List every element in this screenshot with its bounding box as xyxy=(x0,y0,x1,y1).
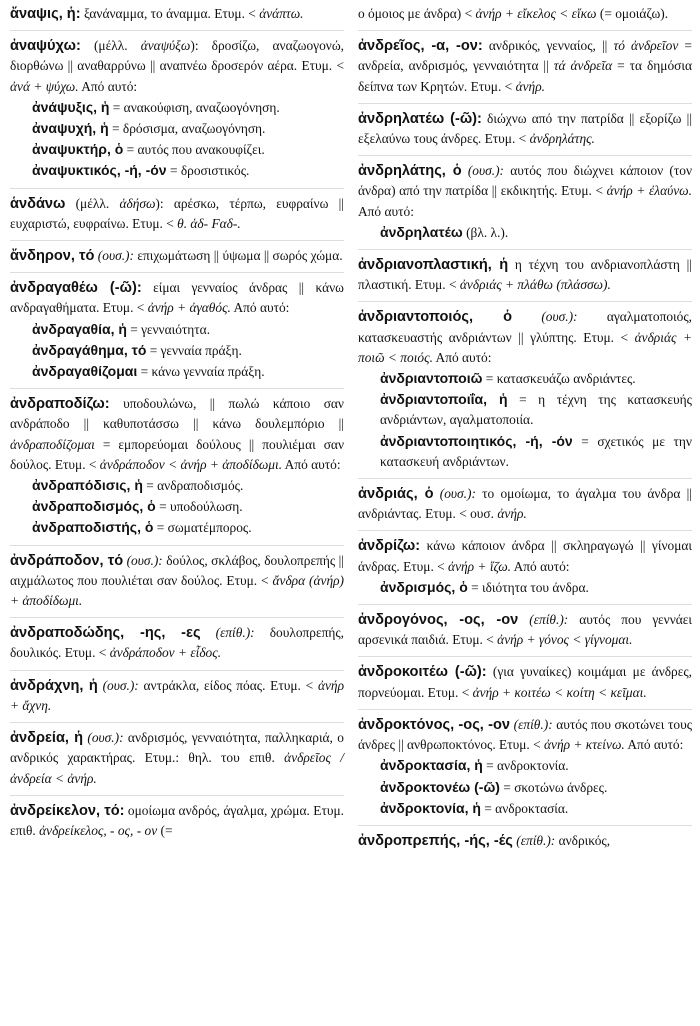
sub-headword: ἀνδραποδισμός, ὁ xyxy=(32,498,156,515)
italic-text: ἀνδρεῖος / ἀνδρεία < ἀνήρ. xyxy=(10,750,344,786)
dictionary-entry-anapsis xyxy=(10,4,344,31)
dictionary-entry-andriantopoios xyxy=(358,307,692,479)
italic-text: ἀνδράποδον < ἀνήρ + ἀποδίδωμι. xyxy=(99,456,283,472)
entry-definition xyxy=(10,676,344,716)
italic-text: ἄνδρα (ἀνήρ) + ἀποδίδωμι. xyxy=(10,572,344,609)
dictionary-entry-anapsycho xyxy=(10,36,344,188)
headword: ἀνδρογόνος, -ος, -ον xyxy=(358,612,519,629)
sub-definition-text: = κατασκευάζω ανδριάντες. xyxy=(482,371,636,387)
sub-definition-text: = σωματέμπορος. xyxy=(153,520,252,536)
sub-definition-text: (βλ. λ.). xyxy=(462,224,509,240)
dictionary-entry-andrapodizo xyxy=(10,394,344,545)
sub-headword: ἀνάψυξις, ἡ xyxy=(32,98,110,115)
definition-text: αντράκλα, είδος πόας. Ετυμ. < xyxy=(138,677,318,693)
sub-definition-text: = ανακούφιση, αναζωογόνηση. xyxy=(109,99,280,115)
definition-text: επιχωμάτωση || ύψωμα || σωρός χώμα. xyxy=(133,248,343,264)
headword: ἀνδριαντοποιός, ὁ xyxy=(358,309,512,326)
definition-text: = εμπορεύομαι δούλους || πουλιέμαι σαν δούλος. Ετυμ. < xyxy=(10,436,344,472)
italic-text: ἀνήρ + ἐλαύνω. xyxy=(606,183,692,199)
italic-text: ἀναψύξω xyxy=(140,38,191,54)
sub-headword: ἀνδριαντοποιῶ xyxy=(380,370,483,387)
definition-text: δουλοπρεπής, δουλικός. Ετυμ. < xyxy=(10,625,344,661)
italic-text: (ουσ.): xyxy=(433,486,476,502)
sub-definition-text: = ανδροκτασία. xyxy=(480,800,569,816)
entry-definition xyxy=(10,551,344,612)
headword: ἀνδραποδώδης, -ης, -ες xyxy=(10,625,201,642)
definition-text: είμαι γενναίος άνδρας || κάνω ανδραγαθήματα. Ετυμ. < xyxy=(10,280,344,316)
dictionary-entry-andiron xyxy=(10,246,344,273)
entry-definition xyxy=(10,194,344,234)
italic-text: ἀνδρηλάτης. xyxy=(529,131,595,147)
sub-headword: ἀνδραγαθία, ἡ xyxy=(32,320,127,337)
sub-definition-text: = ιδιότητα του άνδρα. xyxy=(467,579,589,595)
italic-text: (ουσ.): xyxy=(82,730,124,746)
sub-headword: ἀνδραποδιστής, ὁ xyxy=(32,519,154,536)
sub-entry xyxy=(358,368,692,389)
definition-text: Από αυτό: xyxy=(282,456,341,472)
italic-text: (ουσ.): xyxy=(512,309,578,325)
italic-text: (ουσ.): xyxy=(97,677,139,693)
sub-headword: ἀνδριαντοποιΐα, ἡ xyxy=(380,391,508,408)
dictionary-entry-andelateo xyxy=(358,109,692,156)
entry-definition xyxy=(358,4,692,24)
dictionary-entry-androktonos xyxy=(358,715,692,826)
sub-definition-text: = σκοτώνω άνδρες. xyxy=(499,779,608,795)
definition-text: η τέχνη του ανδριανοπλάστη || πλαστική. Ετυμ. < xyxy=(358,257,692,293)
entry-definition xyxy=(10,246,344,266)
dictionary-entry-andreikelon xyxy=(10,801,344,847)
italic-text: ἀνδριάς + πλάθω (πλάσσω). xyxy=(459,277,611,293)
headword: ἀνδρεία, ἡ xyxy=(10,730,83,747)
italic-text: ἀνήρ + ἄχνη. xyxy=(10,677,344,713)
definition-text: Από αυτό: xyxy=(230,300,290,316)
italic-text: ἁδήσω xyxy=(119,195,156,211)
italic-text: τό ἀνδρεῖον xyxy=(613,38,679,54)
sub-entry xyxy=(358,755,692,776)
sub-headword: ἀνδροκτονία, ἡ xyxy=(380,799,481,816)
definition-text: Από αυτό: xyxy=(511,558,570,574)
sub-definition-text: = ανδραποδισμός. xyxy=(142,478,244,494)
definition-text: αγαλματοποιός, κατασκευαστής ανδριάντων || γλύπτης. Ετυμ. < xyxy=(358,309,692,345)
headword: ἁνδάνω xyxy=(10,195,66,212)
italic-text: (ουσ.): xyxy=(94,248,134,264)
entry-definition xyxy=(358,536,692,576)
sub-headword: ἀνδροκτασία, ἡ xyxy=(380,757,483,774)
entry-definition xyxy=(358,109,692,149)
definition-text: ομοίωμα ανδρός, άγαλμα, χρώμα. Ετυμ. επιθ. xyxy=(10,802,344,838)
definition-text: αυτός που διώχνει κάποιον (τον άνδρα) από την πατρίδα || εκδικητής. Ετυμ. < xyxy=(358,163,693,199)
headword: ἀνδρηλατέω (-ῶ): xyxy=(358,110,482,127)
sub-headword: ἀνδριαντοποιητικός, -ή, -όν xyxy=(380,432,573,449)
italic-text: (επίθ.): xyxy=(518,612,569,628)
headword: ἀνδρηλάτης, ὁ xyxy=(358,163,462,180)
italic-text: θ. ἁδ- Fαδ-. xyxy=(177,215,241,231)
dictionary-entry-andrapododes xyxy=(10,623,344,670)
dictionary-entry-androprepes xyxy=(358,831,692,857)
entry-definition xyxy=(10,4,344,24)
headword: ἀνδροκτόνος, -ος, -ον xyxy=(358,716,511,733)
dictionary-entry-andano xyxy=(10,194,344,241)
sub-entry xyxy=(10,160,344,181)
sub-definition-text: = ανδροκτονία. xyxy=(482,758,569,774)
italic-text: ἀνάπτω. xyxy=(259,6,304,21)
definition-text: = τα δημόσια δείπνα των Κρητών. Ετυμ. < xyxy=(358,58,693,94)
sub-entry xyxy=(10,319,344,340)
italic-text: ἀνήρ + κτείνω. xyxy=(544,737,625,753)
definition-text: δούλος, σκλάβος, δουλοπρεπής || αιχμάλωτος που πουλιέται σαν δούλος. Ετυμ. < xyxy=(10,552,344,588)
entry-definition xyxy=(358,610,692,650)
sub-headword: ἀνδρηλατέω xyxy=(380,223,463,240)
definition-text: Από αυτό: xyxy=(78,78,138,94)
definition-text: Από αυτό: xyxy=(358,203,414,219)
sub-definition-text: = σχετικός με την κατασκευή ανδριάντων. xyxy=(380,433,692,469)
definition-text: ): αρέσκω, τέρπω, ευφραίνω || ευχαριστώ, ευφραίνω. Ετυμ. < xyxy=(10,195,344,231)
sub-headword: ἀνδραπόδισις, ἡ xyxy=(32,477,143,494)
headword: ἀνδριανοπλαστική, ἡ xyxy=(358,257,509,274)
entry-definition xyxy=(10,278,344,318)
headword: ἄναψις, ἡ: xyxy=(10,6,81,22)
definition-text: υποδουλώνω, || πωλώ κάποιο σαν ανδράποδο || καθυποτάσσω || κάνω δουλεμπόριο || xyxy=(10,396,344,432)
entry-definition xyxy=(358,662,692,702)
sub-entry xyxy=(358,577,692,598)
right-column xyxy=(358,4,692,1026)
entry-definition xyxy=(10,36,344,97)
sub-headword: ἀνδραγαθίζομαι xyxy=(32,363,138,380)
entry-definition xyxy=(10,394,344,475)
sub-definition-text: = η τέχνη της κατασκευής ανδριάντων, αγαλματοποιία. xyxy=(380,392,692,428)
italic-text: τά ἀνδρεῖα xyxy=(553,58,613,74)
sub-entry xyxy=(358,222,692,243)
sub-entry xyxy=(10,496,344,517)
definition-text: = ανδρεία, ανδρισμός, γενναιότητα || xyxy=(358,38,692,74)
sub-entry xyxy=(358,389,692,430)
sub-entry xyxy=(10,97,344,118)
headword: ἀναψύχω: xyxy=(10,38,81,55)
sub-definition-text: = γενναία πράξη. xyxy=(146,342,242,358)
headword: ἄνδηρον, τό xyxy=(10,248,95,265)
sub-definition-text: = αυτός που ανακουφίζει. xyxy=(123,142,265,158)
definition-text: (= xyxy=(157,822,173,838)
entry-definition xyxy=(358,715,692,755)
headword: ἀνδρεῖος, -α, -ον: xyxy=(358,38,483,55)
definition-text: κάνω κάποιον άνδρα || σκληραγωγώ || γίνομαι άνδρας. Ετυμ. < xyxy=(358,538,692,574)
sub-entry xyxy=(10,118,344,139)
sub-entry xyxy=(358,798,692,819)
italic-text: ἀνήρ + γόνος < γίγνομαι. xyxy=(497,632,633,648)
sub-entry xyxy=(358,431,692,472)
italic-text: ἀνδριάς + ποιῶ < ποιός. xyxy=(358,329,692,365)
italic-text: ἀνήρ + κοιτέω < κοίτη < κεῖμαι. xyxy=(472,684,647,700)
headword: ἀνδροπρεπής, -ής, -ές xyxy=(358,832,513,849)
definition-text: ): δροσίζω, αναζωογονώ, διορθώνω || αναθαρρύνω || αναπνέω δροσερόν αέρα. Ετυμ. < xyxy=(10,38,345,74)
dictionary-entry-androkoiteo xyxy=(358,662,692,709)
definition-text: (μέλλ. xyxy=(80,38,141,54)
definition-text: αυτός που γεννάει αρσενικά παιδιά. Ετυμ. < xyxy=(358,612,692,648)
dictionary-entry-androgonos xyxy=(358,610,692,657)
dictionary-entry-andrachne xyxy=(10,676,344,723)
sub-headword: ἀναψυκτικός, -ή, -όν xyxy=(32,162,167,179)
italic-text: ἀνά + ψύχω. xyxy=(10,78,79,94)
sub-entry xyxy=(10,517,344,538)
dictionary-entry-andrias xyxy=(358,484,692,531)
definition-text: ανδρικός, xyxy=(555,832,611,848)
italic-text: (επίθ.): xyxy=(200,625,255,641)
italic-text: (επίθ.): xyxy=(512,832,556,848)
sub-entry xyxy=(10,340,344,361)
italic-text: ἀνήρ. xyxy=(497,506,527,522)
definition-text: (μέλλ. xyxy=(65,195,120,211)
definition-text: ο όμοιος με άνδρα) < xyxy=(358,6,476,21)
entry-definition xyxy=(358,831,692,851)
italic-text: ἀνδραποδίζομαι xyxy=(10,436,95,452)
italic-text: ἀνήρ. xyxy=(515,78,545,94)
headword: ἀνδριάς, ὁ xyxy=(358,486,434,503)
sub-definition-text: = δρόσισμα, αναζωογόνηση. xyxy=(108,121,266,137)
entry-definition xyxy=(358,255,692,295)
definition-text: (για γυναίκες) κοιμάμαι με άνδρες, πορνεύομαι. Ετυμ. < xyxy=(358,664,693,700)
sub-entry xyxy=(358,777,692,798)
definition-text: ανδρικός, γενναίος, || xyxy=(482,38,614,54)
headword: ἀνδράχνη, ἡ xyxy=(10,677,98,694)
sub-entry xyxy=(10,475,344,496)
dictionary-entry-andrapodon xyxy=(10,551,344,619)
dictionary-entry-andrizo xyxy=(358,536,692,605)
left-column xyxy=(10,4,344,1026)
definition-text: Από αυτό: xyxy=(432,349,492,365)
entry-definition xyxy=(358,307,692,368)
definition-text: (= ομοιάζω). xyxy=(596,6,669,21)
sub-definition-text: = δροσιστικός. xyxy=(166,163,250,179)
definition-text: ξανάναμμα, το άναμμα. Ετυμ. < xyxy=(80,6,260,21)
entry-definition xyxy=(10,728,344,789)
sub-definition-text: = κάνω γενναία πράξη. xyxy=(137,364,265,380)
definition-text: ανδρισμός, γενναιότητα, παλληκαριά, ο ανδρικός χαρακτήρας. Ετυμ.: θηλ. του επιθ. xyxy=(10,730,344,766)
dictionary-entry-andreikelon-cont xyxy=(358,4,692,31)
italic-text: (ουσ.): xyxy=(123,552,163,568)
italic-text: ἀνδράποδον + εἶδος. xyxy=(109,645,222,661)
headword: ἀνδράποδον, τό xyxy=(10,552,124,569)
sub-entry xyxy=(10,139,344,160)
entry-definition xyxy=(358,36,692,97)
entry-definition xyxy=(358,484,692,524)
definition-text: διώχνω από την πατρίδα || εξορίζω || εξελαύνω τους άνδρες. Ετυμ. < xyxy=(358,110,692,147)
definition-text: Από αυτό: xyxy=(624,737,684,753)
headword: ἀνδρείκελον, τό: xyxy=(10,802,125,819)
dictionary-entry-andreios xyxy=(358,36,692,104)
entry-definition xyxy=(10,801,344,841)
italic-text: (ουσ.): xyxy=(461,163,505,179)
definition-text: το ομοίωμα, το άγαλμα του άνδρα || ανδριάντας. Ετυμ. < ουσ. xyxy=(358,486,692,522)
sub-headword: ἀναψυχή, ἡ xyxy=(32,120,109,137)
dictionary-entry-andragatheo xyxy=(10,278,344,389)
sub-entry xyxy=(10,361,344,382)
italic-text: ἀνήρ + ἴζω. xyxy=(448,558,511,574)
sub-headword: ἀνδραγάθημα, τό xyxy=(32,341,147,358)
italic-text: (επίθ.): xyxy=(510,716,553,732)
entry-definition xyxy=(10,623,344,663)
italic-text: ἀνήρ + εἴκελος < εἴκω xyxy=(475,6,597,21)
headword: ἀνδροκοιτέω (-ῶ): xyxy=(358,664,487,681)
headword: ἀνδραποδίζω: xyxy=(10,396,110,413)
italic-text: ἀνδρείκελος, - ος, - ον xyxy=(39,822,158,838)
sub-headword: ἀναψυκτήρ, ὁ xyxy=(32,141,124,158)
headword: ἀνδρίζω: xyxy=(358,538,421,555)
dictionary-entry-andelates xyxy=(358,161,692,250)
entry-definition xyxy=(358,161,692,222)
dictionary-entry-andreia xyxy=(10,728,344,796)
sub-headword: ἀνδρισμός, ὁ xyxy=(380,578,468,595)
headword: ἀνδραγαθέω (-ῶ): xyxy=(10,280,142,297)
definition-text: αυτός που σκοτώνει τους άνδρες || ανθρωποκτόνος. Ετυμ. < xyxy=(358,716,692,753)
sub-headword: ἀνδροκτονέω (-ῶ) xyxy=(380,778,500,795)
dictionary-entry-andrianoplastiki xyxy=(358,255,692,302)
sub-definition-text: = γενναιότητα. xyxy=(126,321,211,337)
sub-definition-text: = υποδούλωση. xyxy=(155,499,243,515)
italic-text: ἀνήρ + ἀγαθός. xyxy=(147,300,231,316)
